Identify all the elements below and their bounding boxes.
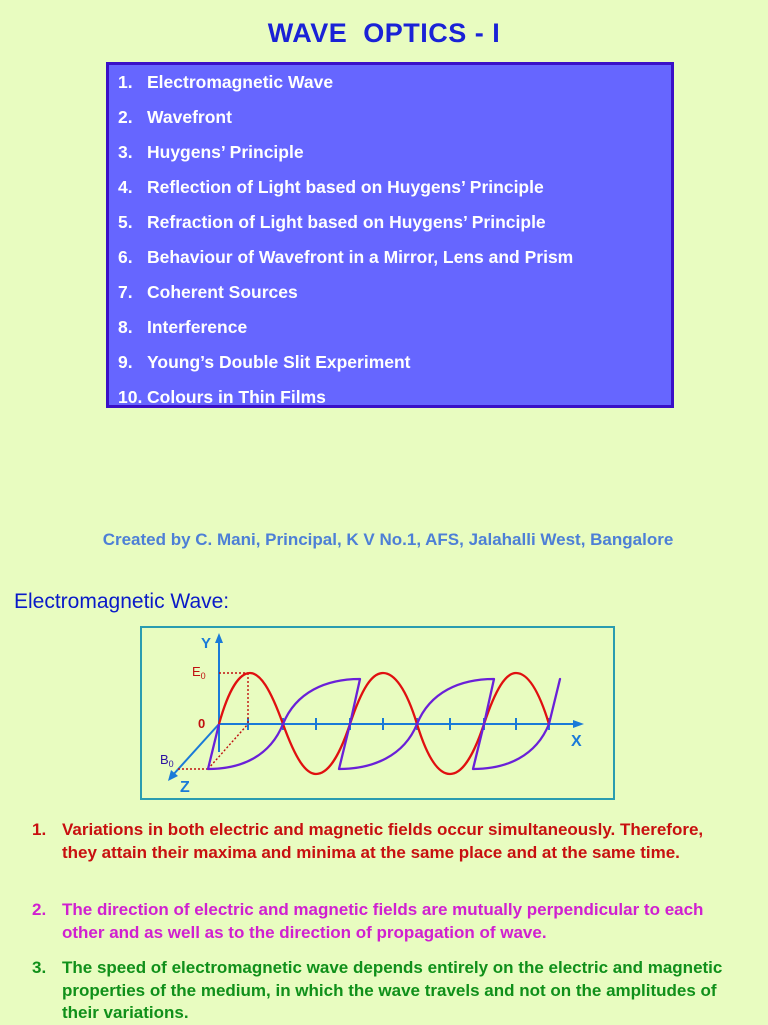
topic-number: 1. <box>118 72 133 92</box>
topic-number: 8. <box>118 317 133 337</box>
explanation-point <box>32 899 732 944</box>
topic-label: Wavefront <box>147 107 232 127</box>
topic-label: Reflection of Light based on Huygens’ Principle <box>147 177 544 197</box>
point-text: Variations in both electric and magnetic fields occur simultaneously. Therefore, they attain their maxima and minima at the same place and at the same time. <box>62 820 704 862</box>
y-axis-label: Y <box>201 635 212 652</box>
x-axis-arrow <box>573 720 584 728</box>
point-text: The direction of electric and magnetic fields are mutually perpendicular to each other and as well as to the direction of propagation of wave. <box>62 900 704 942</box>
em-wave-svg <box>142 628 612 798</box>
topic-number: 10. <box>118 387 143 407</box>
topic-number: 4. <box>118 177 133 197</box>
topic-label: Young’s Double Slit Experiment <box>147 352 411 372</box>
point-number: 2. <box>32 900 47 919</box>
topic-number: 5. <box>118 212 133 232</box>
topic-item <box>118 350 411 374</box>
topic-number: 2. <box>118 107 133 127</box>
em-wave-diagram <box>140 626 615 800</box>
topic-item <box>118 385 326 409</box>
page-title: WAVE OPTICS - I <box>267 18 501 48</box>
z-axis-label: Z <box>180 779 190 796</box>
topic-label: Refraction of Light based on Huygens’ Principle <box>147 212 546 232</box>
topic-item <box>118 140 304 164</box>
topic-label: Electromagnetic Wave <box>147 72 334 92</box>
topic-item <box>118 210 546 234</box>
amplitude-guides <box>178 673 248 769</box>
e0-label: $E_0$ <box>192 664 206 681</box>
point-number: 1. <box>32 820 47 839</box>
point-number: 3. <box>32 958 47 977</box>
topic-item <box>118 245 573 269</box>
topic-label: Colours in Thin Films <box>147 387 326 407</box>
explanation-point <box>32 819 732 864</box>
origin-label: 0 <box>198 716 206 731</box>
topic-number: 7. <box>118 282 133 302</box>
explanation-point <box>32 957 732 1025</box>
x-axis-label: X <box>571 733 582 750</box>
topic-label: Behaviour of Wavefront in a Mirror, Lens and Prism <box>147 247 574 267</box>
topic-item <box>118 315 247 339</box>
author-credit: Created by C. Mani, Principal, K V No.1, AFS, Jalahalli West, Bangalore <box>102 530 674 549</box>
topic-item <box>118 175 544 199</box>
topics-list <box>106 62 674 408</box>
b0-label: $B_0$ <box>160 752 174 769</box>
y-axis-arrow <box>215 633 223 643</box>
topic-label: Interference <box>147 317 248 337</box>
section-heading: Electromagnetic Wave: <box>14 590 230 613</box>
topic-label: Coherent Sources <box>147 282 298 302</box>
topic-item <box>118 70 333 94</box>
topic-number: 9. <box>118 352 133 372</box>
topic-item <box>118 280 298 304</box>
topic-item <box>118 105 232 129</box>
topic-number: 3. <box>118 142 133 162</box>
topic-number: 6. <box>118 247 133 267</box>
point-text: The speed of electromagnetic wave depends entirely on the electric and magnetic properties of the medium, in which the wave travels and not on the amplitudes of their variations. <box>62 958 723 1022</box>
topic-label: Huygens’ Principle <box>147 142 304 162</box>
